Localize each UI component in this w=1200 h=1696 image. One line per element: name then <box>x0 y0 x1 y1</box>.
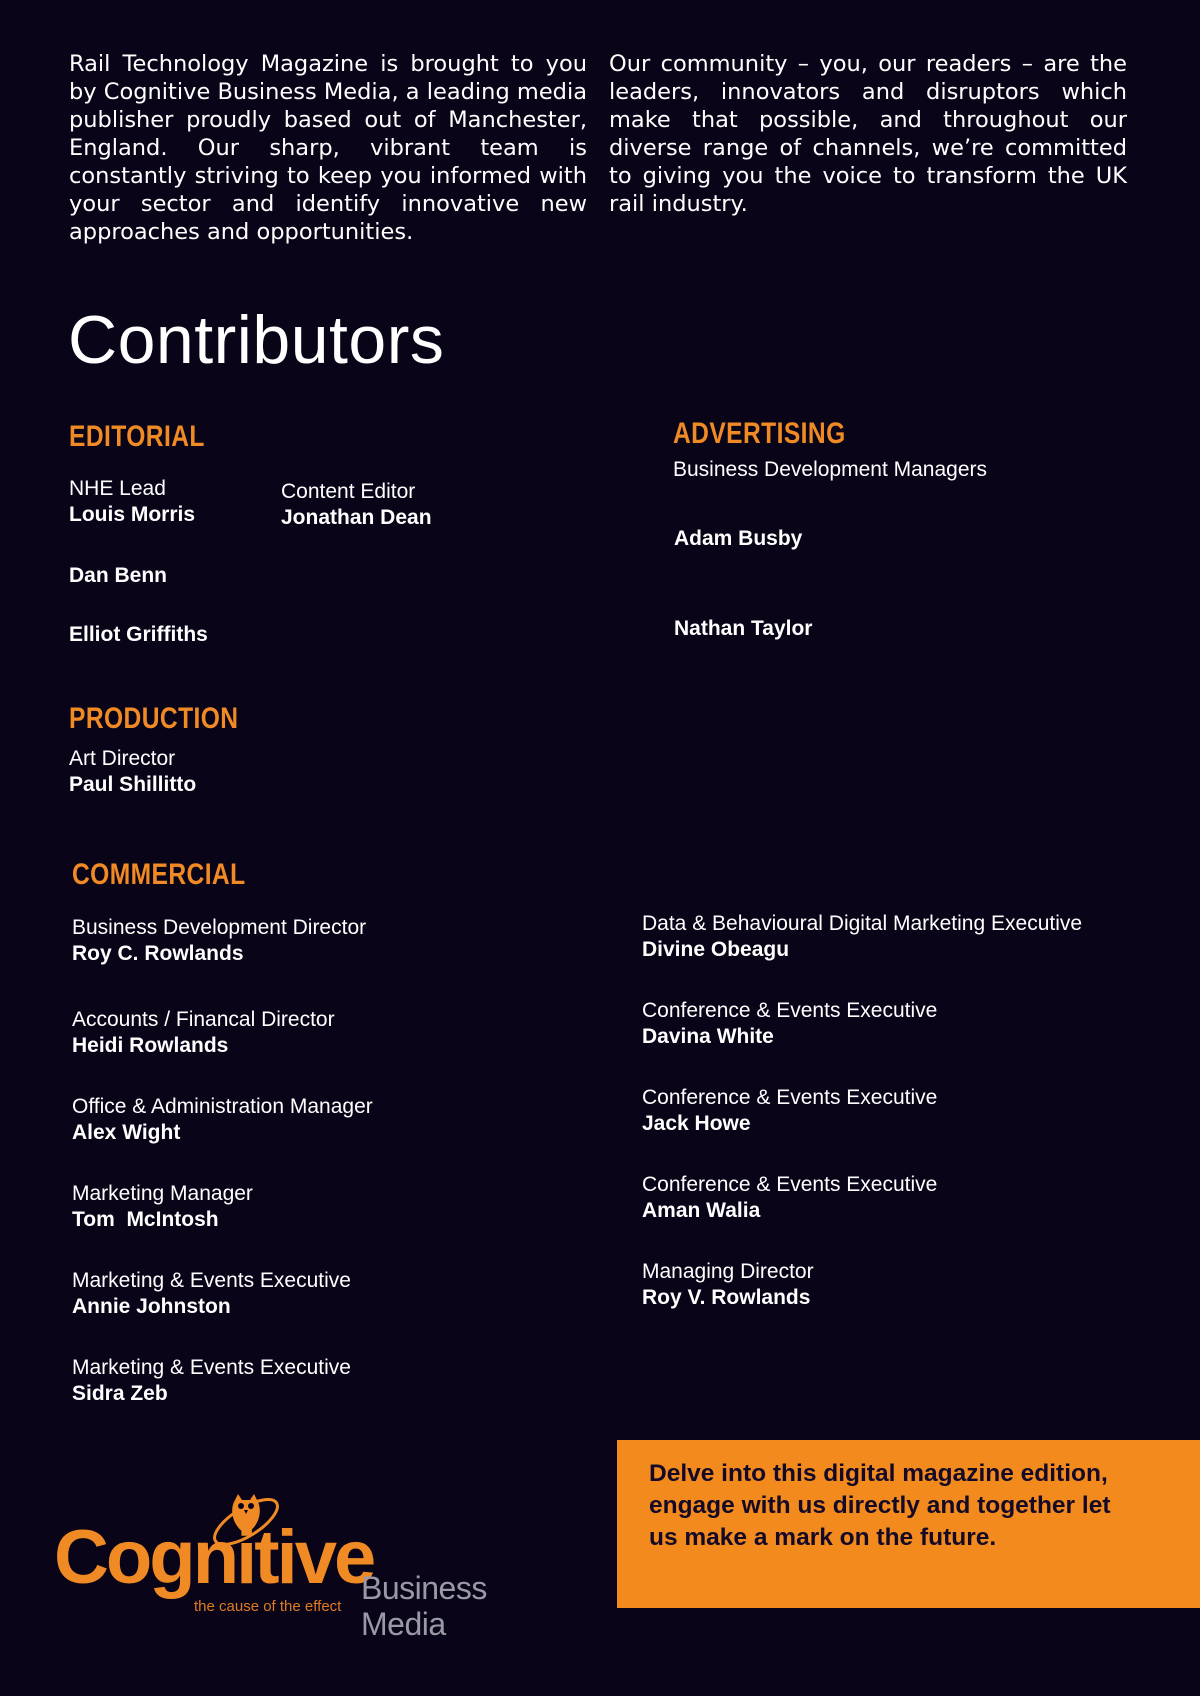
logo-business-media: Business Media <box>361 1570 487 1642</box>
commercial-entry <box>72 915 592 967</box>
person-name: Annie Johnston <box>72 1295 231 1318</box>
person-name: Divine Obeagu <box>642 938 790 961</box>
intro-paragraph-left: Rail Technology Magazine is brought to you by Cognitive Business Media, a leading media publisher proudly based out of Manchester, England. Our sharp, vibrant team is constantly striving to keep you informed with your sector and identify innovative new approaches and opportunities. <box>69 51 587 245</box>
person-name: Roy C. Rowlands <box>72 942 244 965</box>
person-role: Accounts / Financal Director <box>72 1008 335 1031</box>
editorial-content-editor <box>281 479 432 531</box>
commercial-heading: COMMERCIAL <box>72 858 246 891</box>
person-name: Nathan Taylor <box>674 617 813 640</box>
person-name: Aman Walia <box>642 1199 761 1222</box>
person-name: Heidi Rowlands <box>72 1034 229 1057</box>
person-role: Marketing & Events Executive <box>72 1269 351 1292</box>
commercial-entry <box>72 1355 592 1407</box>
page-title: Contributors <box>68 302 445 378</box>
person-name: Roy V. Rowlands <box>642 1286 811 1309</box>
cognitive-logo <box>54 1490 574 1642</box>
commercial-entry <box>642 998 1162 1050</box>
person-role: Marketing Manager <box>72 1182 253 1205</box>
editorial-heading: EDITORIAL <box>69 420 205 453</box>
person-role: Conference & Events Executive <box>642 1086 938 1109</box>
person-name: Davina White <box>642 1025 774 1048</box>
person-role: Content Editor <box>281 480 416 503</box>
person-name: Louis Morris <box>69 503 196 526</box>
commercial-entry <box>72 1181 592 1233</box>
logo-wordmark: Cognitive <box>54 1515 374 1600</box>
person-role: Business Development Director <box>72 916 367 939</box>
person-role: Business Development Managers <box>673 458 987 481</box>
person-role: Conference & Events Executive <box>642 999 938 1022</box>
cta-text: Delve into this digital magazine edition, engage with us directly and together let us make a mark on the future. <box>649 1460 1111 1551</box>
person-name: Dan Benn <box>69 564 168 587</box>
person-name: Adam Busby <box>674 527 803 550</box>
production-art-director <box>69 746 196 798</box>
person-name: Tom McIntosh <box>72 1208 219 1231</box>
production-heading: PRODUCTION <box>69 702 239 735</box>
advertising-heading: ADVERTISING <box>673 417 846 450</box>
intro-paragraph-right: Our community – you, our readers – are the leaders, innovators and disruptors which make that possible, and throughout our diverse range of channels, we’re committed to giving you the voice to transform the UK rail industry. <box>609 51 1127 217</box>
person-name: Jonathan Dean <box>281 506 432 529</box>
person-role: Marketing & Events Executive <box>72 1356 351 1379</box>
logo-tagline: the cause of the effect <box>194 1598 342 1615</box>
editorial-nhe-lead <box>69 476 195 528</box>
person-name: Alex Wight <box>72 1121 181 1144</box>
person-role: NHE Lead <box>69 477 166 500</box>
person-role: Art Director <box>69 747 176 770</box>
person-name: Sidra Zeb <box>72 1382 168 1405</box>
cta-box <box>617 1440 1200 1608</box>
person-name: Jack Howe <box>642 1112 751 1135</box>
person-role: Conference & Events Executive <box>642 1173 938 1196</box>
person-name: Paul Shillitto <box>69 773 197 796</box>
commercial-entry <box>642 911 1162 963</box>
commercial-entry <box>72 1007 592 1059</box>
person-name: Elliot Griffiths <box>69 623 208 646</box>
commercial-entry <box>642 1085 1162 1137</box>
commercial-entry <box>642 1259 1162 1311</box>
commercial-entry <box>72 1268 592 1320</box>
person-role: Managing Director <box>642 1260 814 1283</box>
person-role: Data & Behavioural Digital Marketing Executive <box>642 912 1083 935</box>
commercial-entry <box>72 1094 592 1146</box>
person-role: Office & Administration Manager <box>72 1095 373 1118</box>
commercial-entry <box>642 1172 1162 1224</box>
